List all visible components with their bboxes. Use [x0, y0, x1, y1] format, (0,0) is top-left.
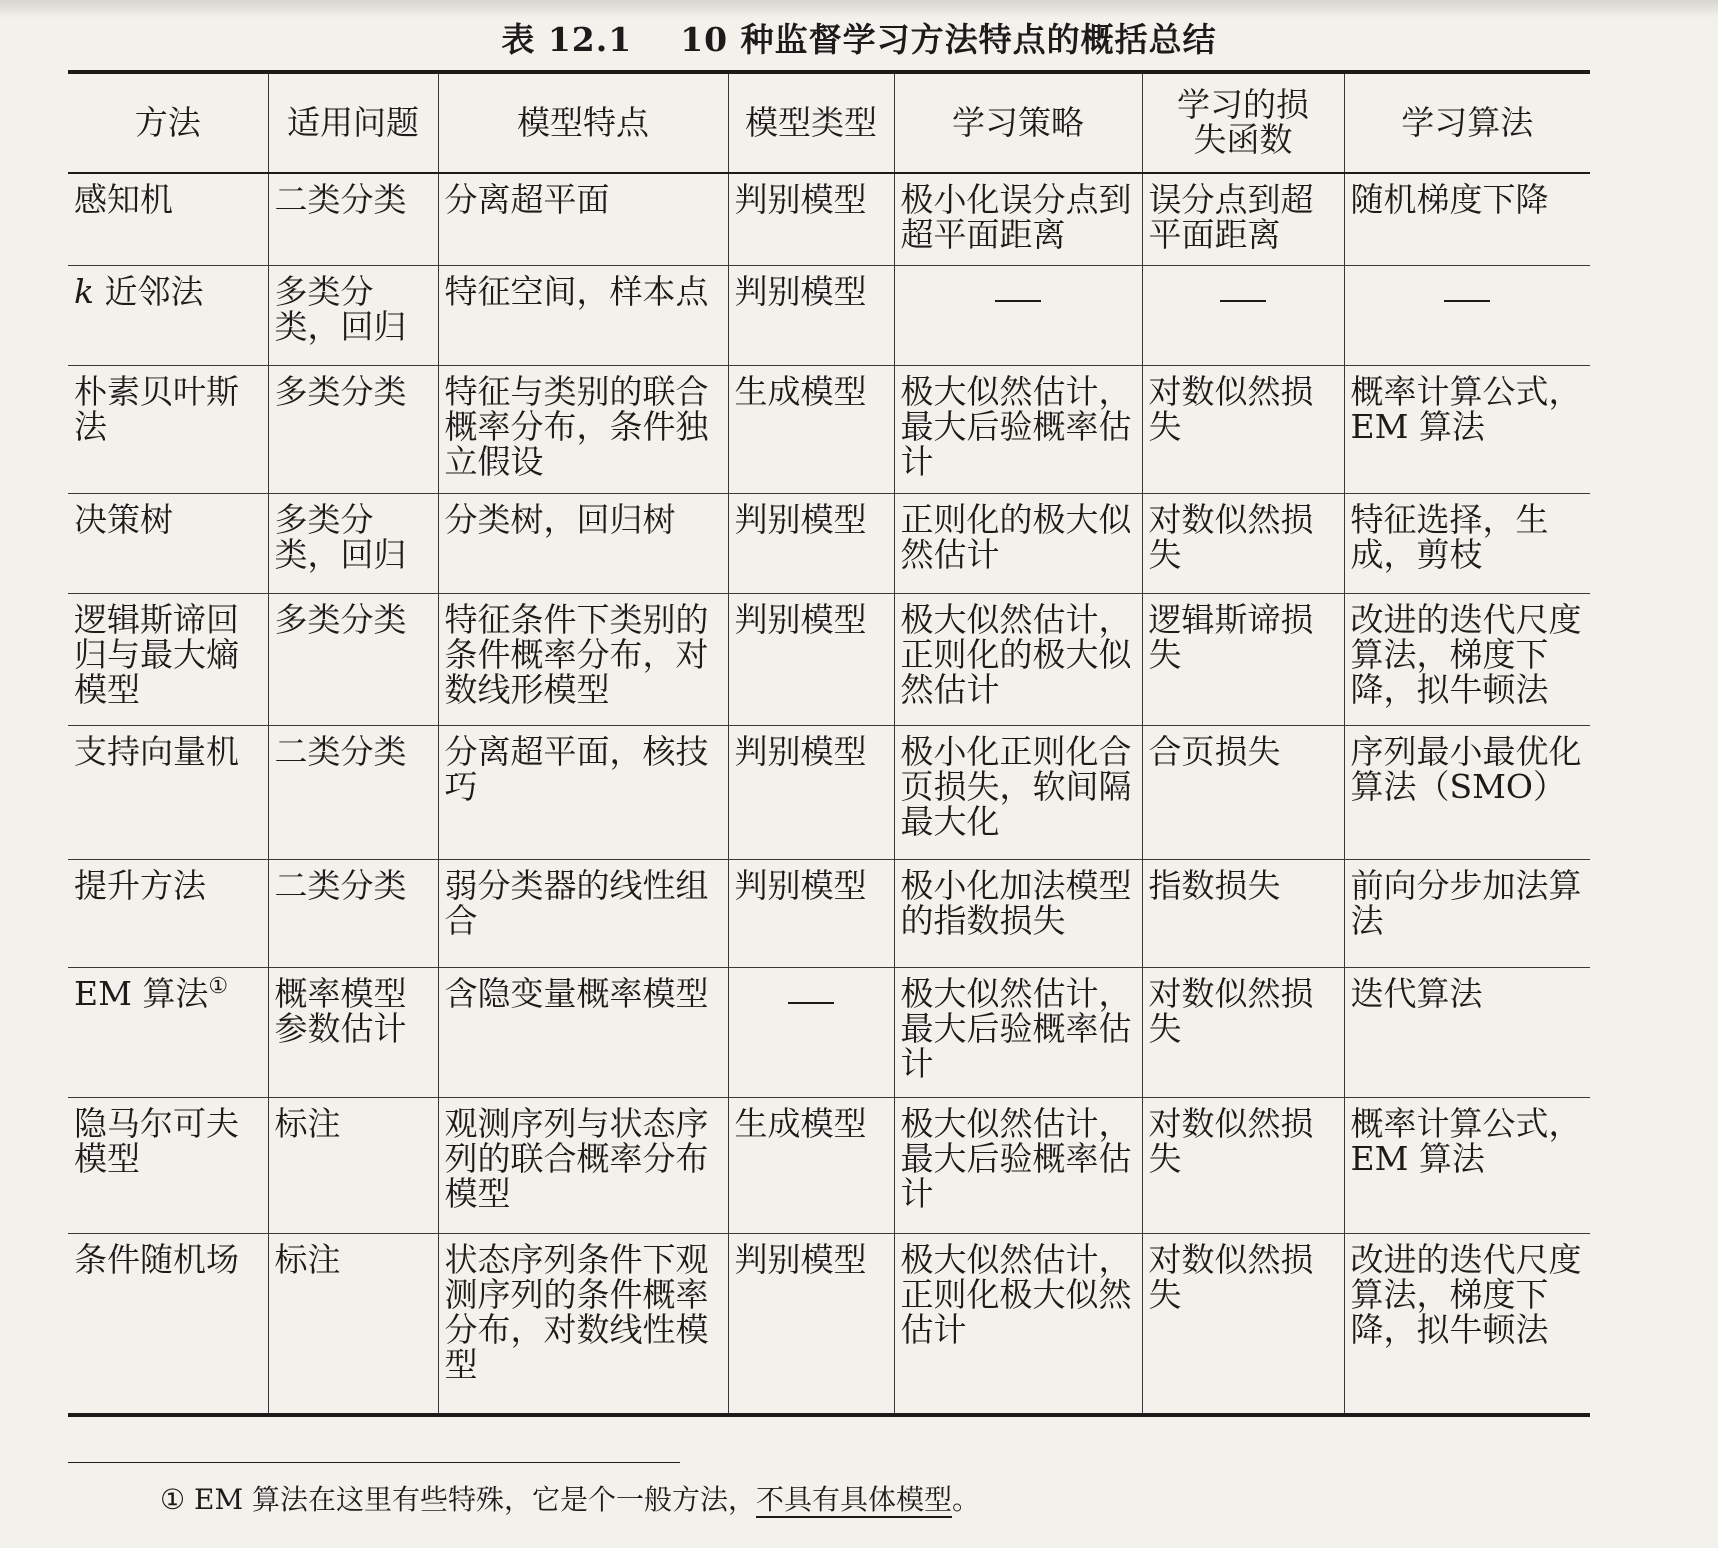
table-row: [68, 859, 1590, 967]
cell-model-feature: 特征与类别的联合概率分布，条件独立假设: [438, 365, 728, 493]
cell-loss: 对数似然损失: [1142, 1097, 1344, 1233]
table-number: 表 12.1: [501, 20, 633, 59]
cell-algorithm: 概率计算公式，EM 算法: [1344, 365, 1590, 493]
cell-strategy: 极大似然估计，正则化极大似然估计: [894, 1233, 1142, 1413]
cell-problem: 二类分类: [268, 173, 438, 265]
cell-method: [68, 265, 268, 365]
cell-algorithm: [1344, 265, 1590, 365]
cell-problem: 多类分类，回归: [268, 265, 438, 365]
cell-model-type: 生成模型: [728, 1097, 894, 1233]
cell-loss: 合页损失: [1142, 725, 1344, 859]
cell-method: 感知机: [74, 180, 173, 219]
cell-strategy: [894, 265, 1142, 365]
cell-model-type: [728, 967, 894, 1097]
cell-model-type: 判别模型: [728, 265, 894, 365]
cell-model-feature: 特征条件下类别的条件概率分布，对数线形模型: [438, 593, 728, 725]
cell-method: [68, 967, 268, 1097]
cell-strategy: 极大似然估计，最大后验概率估计: [894, 1097, 1142, 1233]
table-row: [68, 173, 1590, 265]
cell-strategy: 极大似然估计，最大后验概率估计: [894, 967, 1142, 1097]
cell-loss: 对数似然损失: [1142, 1233, 1344, 1413]
cell-problem: 二类分类: [268, 859, 438, 967]
cell-algorithm: 概率计算公式，EM 算法: [1344, 1097, 1590, 1233]
cell-strategy: 极大似然估计，正则化的极大似然估计: [894, 593, 1142, 725]
cell-algorithm: 迭代算法: [1344, 967, 1590, 1097]
methods-table: [68, 74, 1590, 1413]
cell-loss: [1142, 265, 1344, 365]
header-strategy: 学习策略: [894, 74, 1142, 173]
cell-loss: 对数似然损失: [1142, 365, 1344, 493]
header-loss: 学习的损失函数: [1142, 74, 1344, 173]
cell-method: 朴素贝叶斯法: [68, 365, 268, 493]
cell-model-feature: 状态序列条件下观测序列的条件概率分布，对数线性模型: [438, 1233, 728, 1413]
footnote-number: ①: [160, 1483, 186, 1516]
cell-model-feature: 分类树，回归树: [438, 493, 728, 593]
table-caption: [0, 14, 1718, 61]
cell-model-feature: 分离超平面: [438, 173, 728, 265]
footnote-rule: [68, 1462, 680, 1463]
cell-strategy: 极大似然估计，最大后验概率估计: [894, 365, 1142, 493]
cell-model-type: 生成模型: [728, 365, 894, 493]
cell-algorithm: 改进的迭代尺度算法，梯度下降，拟牛顿法: [1344, 1233, 1590, 1413]
cell-problem: 多类分类: [268, 365, 438, 493]
cell-algorithm: 随机梯度下降: [1344, 173, 1590, 265]
header-problem: 适用问题: [268, 74, 438, 173]
cell-method: 条件随机场: [68, 1233, 268, 1413]
dash-mark: [1444, 300, 1490, 302]
cell-loss: 逻辑斯谛损失: [1142, 593, 1344, 725]
cell-model-type: 判别模型: [728, 725, 894, 859]
cell-algorithm: 改进的迭代尺度算法，梯度下降，拟牛顿法: [1344, 593, 1590, 725]
cell-algorithm: 前向分步加法算法: [1344, 859, 1590, 967]
cell-problem: 概率模型参数估计: [268, 967, 438, 1097]
cell-model-feature: 弱分类器的线性组合: [438, 859, 728, 967]
cell-problem: 标注: [268, 1233, 438, 1413]
dash-mark: [995, 300, 1041, 302]
cell-model-feature: 含隐变量概率模型: [438, 967, 728, 1097]
header-model-feature: 模型特点: [438, 74, 728, 173]
dash-mark: [1220, 300, 1266, 302]
cell-method: 逻辑斯谛回归与最大熵模型: [68, 593, 268, 725]
cell-algorithm: 序列最小最优化算法（SMO）: [1344, 725, 1590, 859]
cell-strategy: 极小化加法模型的指数损失: [894, 859, 1142, 967]
cell-model-feature: 分离超平面，核技巧: [438, 725, 728, 859]
header-row: [68, 74, 1590, 173]
cell-problem: 多类分类: [268, 593, 438, 725]
table-row: [68, 593, 1590, 725]
header-method: 方法: [68, 74, 268, 173]
footnote-marker: ①: [208, 973, 229, 999]
cell-model-type: 判别模型: [728, 1233, 894, 1413]
table-row: [68, 967, 1590, 1097]
method-name: EM 算法: [74, 973, 209, 1013]
cell-strategy: 正则化的极大似然估计: [894, 493, 1142, 593]
table-row: [68, 1233, 1590, 1413]
cell-method: 决策树: [68, 493, 268, 593]
cell-method: 支持向量机: [68, 725, 268, 859]
dash-mark: [788, 1002, 834, 1004]
cell-strategy: 极小化误分点到超平面距离: [894, 173, 1142, 265]
footnote-end: 。: [952, 1483, 981, 1516]
cell-model-feature: 特征空间，样本点: [438, 265, 728, 365]
table-row: [68, 265, 1590, 365]
cell-algorithm: 特征选择，生成，剪枝: [1344, 493, 1590, 593]
cell-model-type: 判别模型: [728, 859, 894, 967]
cell-problem: 二类分类: [268, 725, 438, 859]
footnote: [160, 1478, 980, 1518]
cell-model-feature: 观测序列与状态序列的联合概率分布模型: [438, 1097, 728, 1233]
cell-loss: 对数似然损失: [1142, 967, 1344, 1097]
cell-problem: 多类分类，回归: [268, 493, 438, 593]
table-row: [68, 725, 1590, 859]
table-row: [68, 1097, 1590, 1233]
header-model-type: 模型类型: [728, 74, 894, 173]
cell-method: 隐马尔可夫模型: [68, 1097, 268, 1233]
cell-strategy: 极小化正则化合页损失，软间隔最大化: [894, 725, 1142, 859]
method-name: 近邻法: [104, 271, 204, 311]
cell-loss: 对数似然损失: [1142, 493, 1344, 593]
k-symbol: k: [74, 271, 94, 311]
cell-loss: 指数损失: [1142, 859, 1344, 967]
table-row: [68, 493, 1590, 593]
summary-table: [68, 70, 1590, 1417]
header-algorithm: 学习算法: [1344, 74, 1590, 173]
cell-loss: 误分点到超平面距离: [1142, 173, 1344, 265]
table-row: [68, 365, 1590, 493]
cell-problem: 标注: [268, 1097, 438, 1233]
footnote-underlined: 不具有具体模型: [756, 1483, 953, 1516]
table-title: 10 种监督学习方法特点的概括总结: [680, 20, 1217, 59]
cell-model-type: 判别模型: [728, 173, 894, 265]
cell-method: 提升方法: [68, 859, 268, 967]
footnote-text: EM 算法在这里有些特殊，它是个一般方法，: [194, 1483, 757, 1516]
cell-model-type: 判别模型: [728, 593, 894, 725]
cell-model-type: 判别模型: [728, 493, 894, 593]
